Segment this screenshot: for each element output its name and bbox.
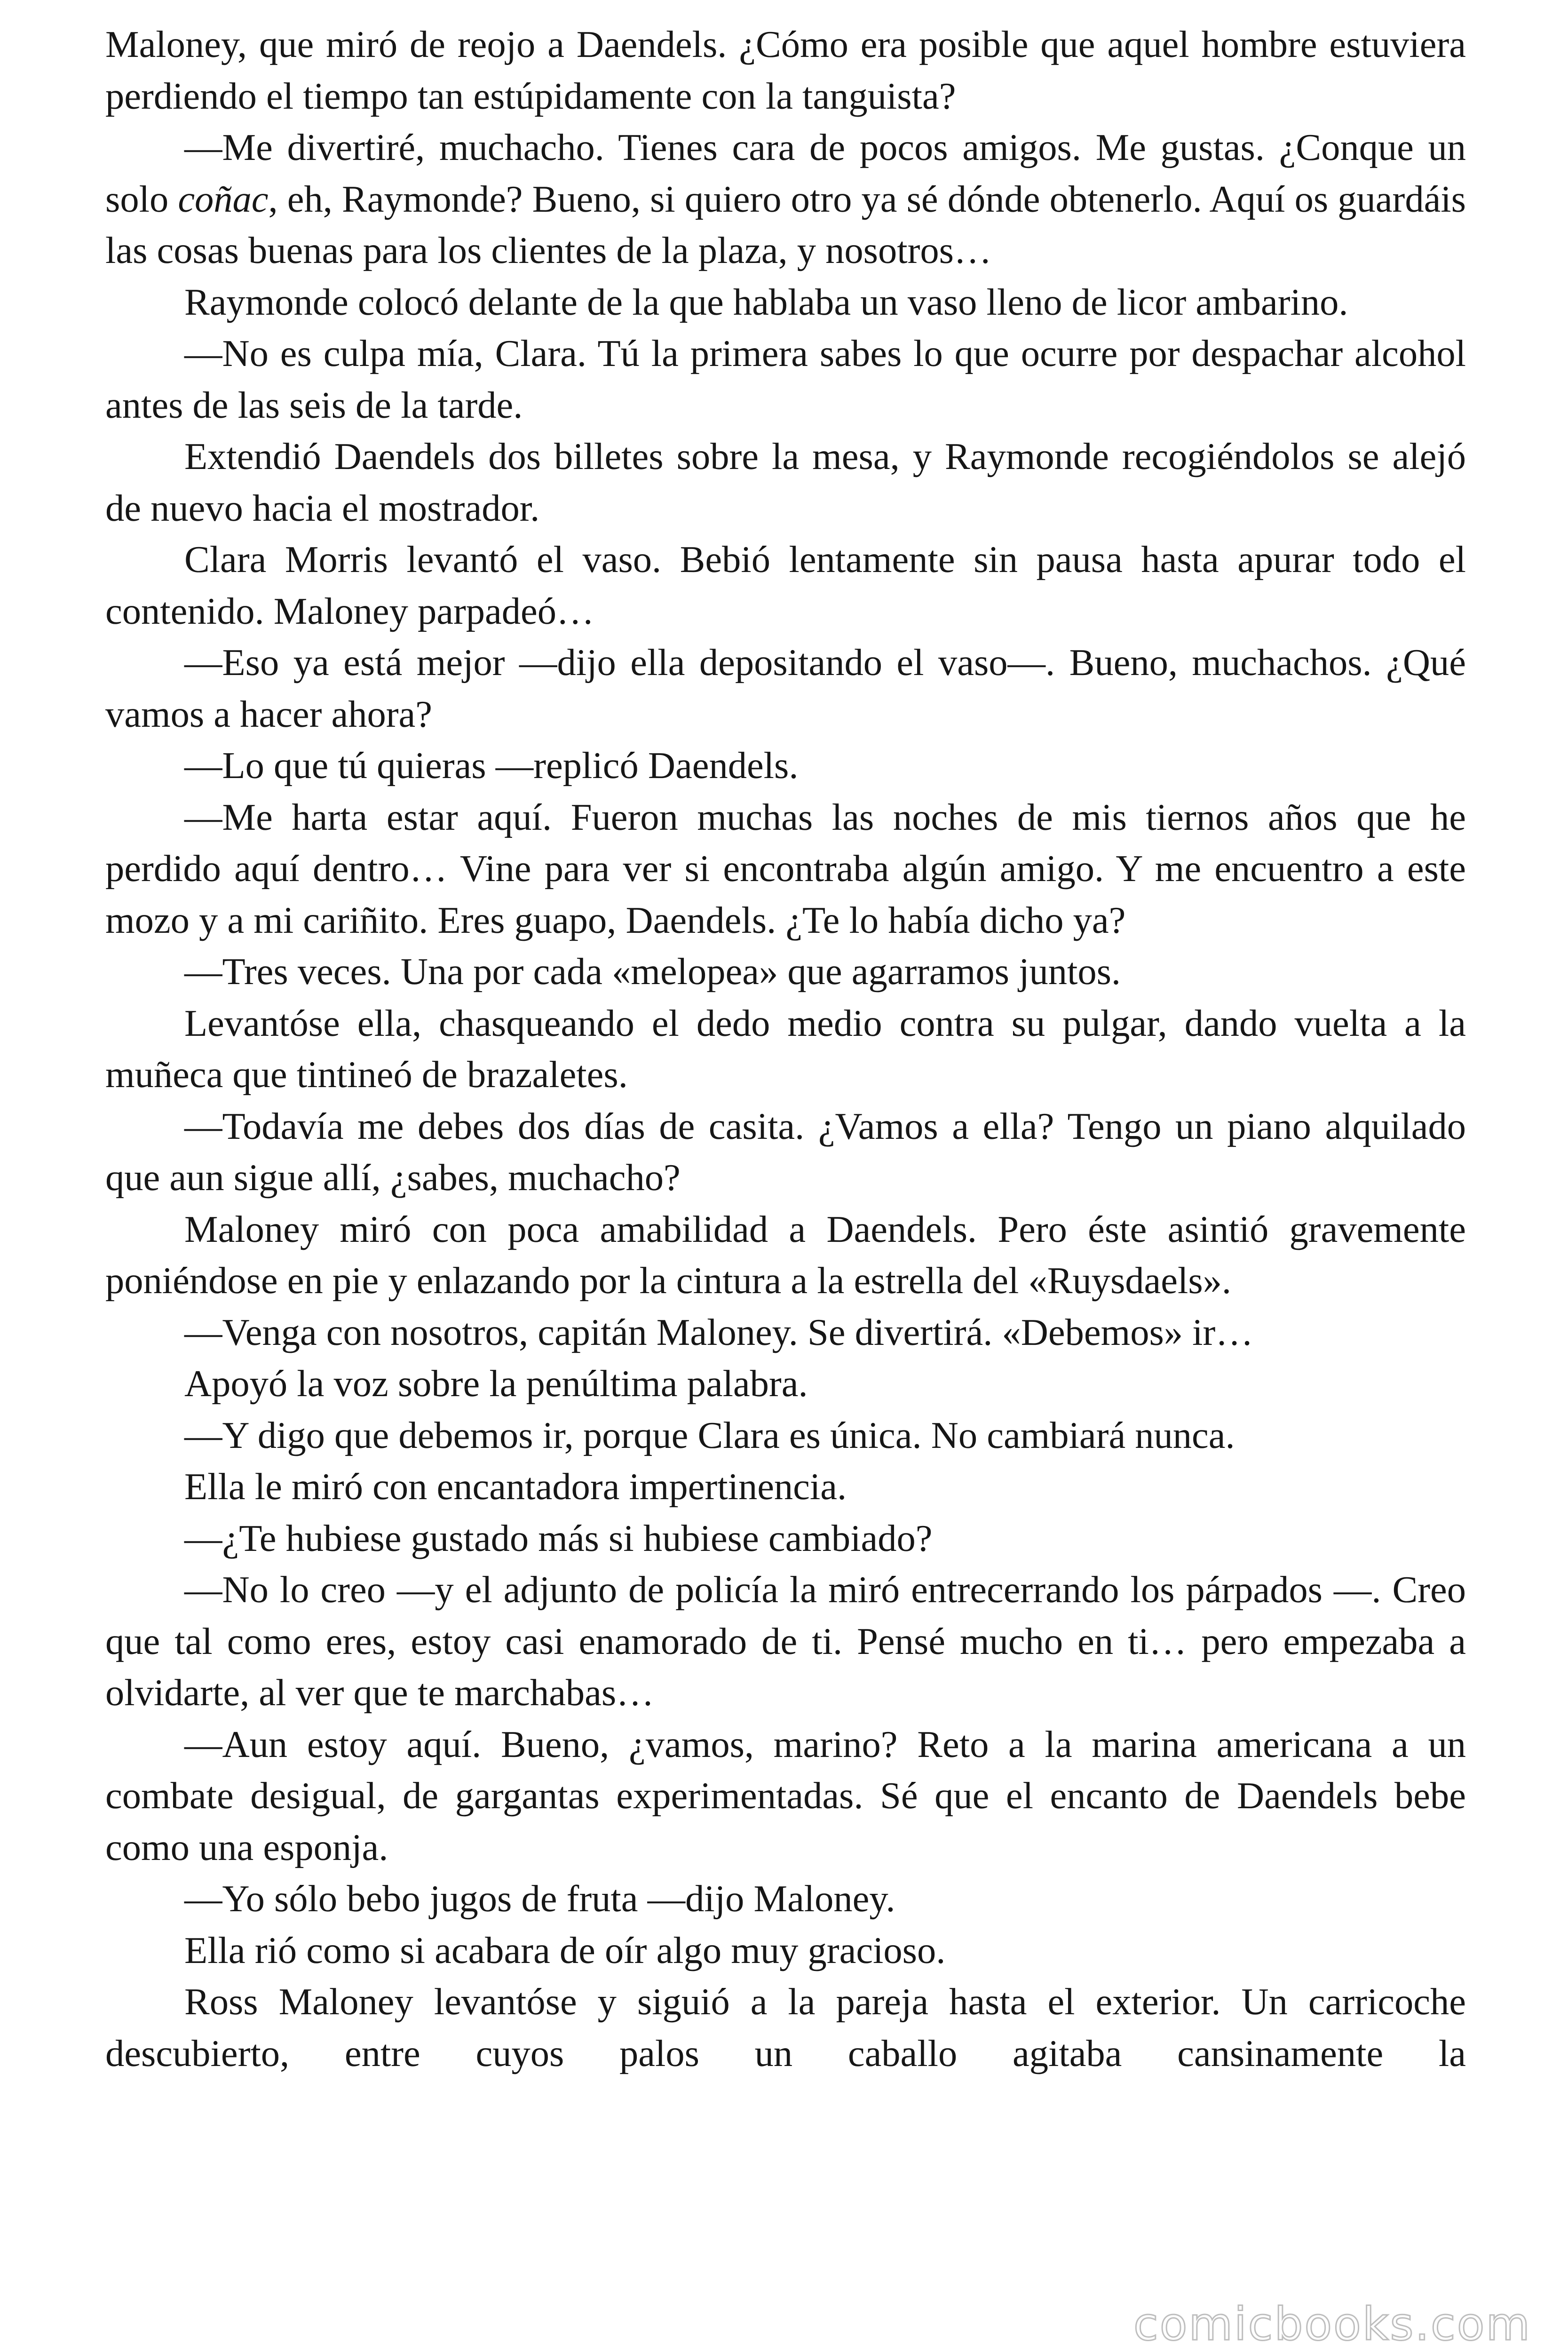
paragraph: —Todavía me debes dos días de casita. ¿Vamos a ella? Tengo un piano alquilado que aun sigue allí, ¿sabes, muchacho?: [105, 1105, 1466, 1199]
paragraph: —No es culpa mía, Clara. Tú la primera sabes lo que ocurre por despachar alcohol antes de las seis de la tarde.: [105, 333, 1466, 426]
paragraph: —Me harta estar aquí. Fueron muchas las noches de mis tiernos años que he perdido aquí dentro… Vine para ver si encontraba algún amigo. Y me encuentro a este mozo y a mi cariñito. Eres guapo, Daendels. ¿Te lo había dicho ya?: [105, 796, 1466, 941]
paragraph: Clara Morris levantó el vaso. Bebió lentamente sin pausa hasta apurar todo el contenido. Maloney parpadeó…: [105, 539, 1466, 632]
book-page-text: [105, 19, 1466, 2079]
paragraph: —No lo creo —y el adjunto de policía la miró entrecerrando los párpados —. Creo que tal como eres, estoy casi enamorado de ti. Pensé mucho en ti… pero empezaba a olvidarte, al ver que te marchabas…: [105, 1569, 1466, 1714]
paragraph: Ella rió como si acabara de oír algo muy gracioso.: [184, 1929, 946, 1971]
paragraph: Raymonde colocó delante de la que hablaba un vaso lleno de licor ambarino.: [184, 281, 1348, 323]
paragraph: —Tres veces. Una por cada «melopea» que agarramos juntos.: [184, 951, 1121, 993]
paragraph-continues: Ross Maloney levantóse y siguió a la pareja hasta el exterior. Un carricoche descubierto, entre cuyos palos un caballo agitaba cansinamente la: [105, 1981, 1466, 2074]
paragraph: Ella le miró con encantadora impertinencia.: [184, 1466, 847, 1508]
paragraph: —Venga con nosotros, capitán Maloney. Se divertirá. «Debemos» ir…: [184, 1311, 1253, 1353]
paragraph: Levantóse ella, chasqueando el dedo medio contra su pulgar, dando vuelta a la muñeca que tintineó de brazaletes.: [105, 1002, 1466, 1096]
paragraph: Extendió Daendels dos billetes sobre la mesa, y Raymonde recogiéndolos se alejó de nuevo hacia el mostrador.: [105, 436, 1466, 529]
paragraph: Apoyó la voz sobre la penúltima palabra.: [184, 1363, 808, 1405]
paragraph: —Yo sólo bebo jugos de fruta —dijo Maloney.: [184, 1878, 895, 1920]
paragraph: —¿Te hubiese gustado más si hubiese cambiado?: [184, 1517, 933, 1559]
paragraph: —Eso ya está mejor —dijo ella depositando el vaso—. Bueno, muchachos. ¿Qué vamos a hacer ahora?: [105, 642, 1466, 735]
paragraph: —Lo que tú quieras —replicó Daendels.: [184, 745, 799, 787]
paragraph: —Me divertiré, muchacho. Tienes cara de pocos amigos. Me gustas. ¿Conque un solo coñac, eh, Raymonde? Bueno, si quiero otro ya sé dónde obtenerlo. Aquí os guardáis las cosas buenas para los clientes de la plaza, y nosotros…: [105, 127, 1466, 271]
paragraph-continued: Maloney, que miró de reojo a Daendels. ¿Cómo era posible que aquel hombre estuviera perdiendo el tiempo tan estúpidamente con la tanguista?: [105, 24, 1466, 117]
paragraph: —Y digo que debemos ir, porque Clara es única. No cambiará nunca.: [184, 1414, 1235, 1456]
paragraph: —Aun estoy aquí. Bueno, ¿vamos, marino? Reto a la marina americana a un combate desigual, de gargantas experimentadas. Sé que el encanto de Daendels bebe como una esponja.: [105, 1723, 1466, 1868]
watermark-logo: comicbooks.com: [1133, 2298, 1531, 2351]
paragraph: Maloney miró con poca amabilidad a Daendels. Pero éste asintió gravemente poniéndose en pie y enlazando por la cintura a la estrella del «Ruysdaels».: [105, 1208, 1466, 1302]
